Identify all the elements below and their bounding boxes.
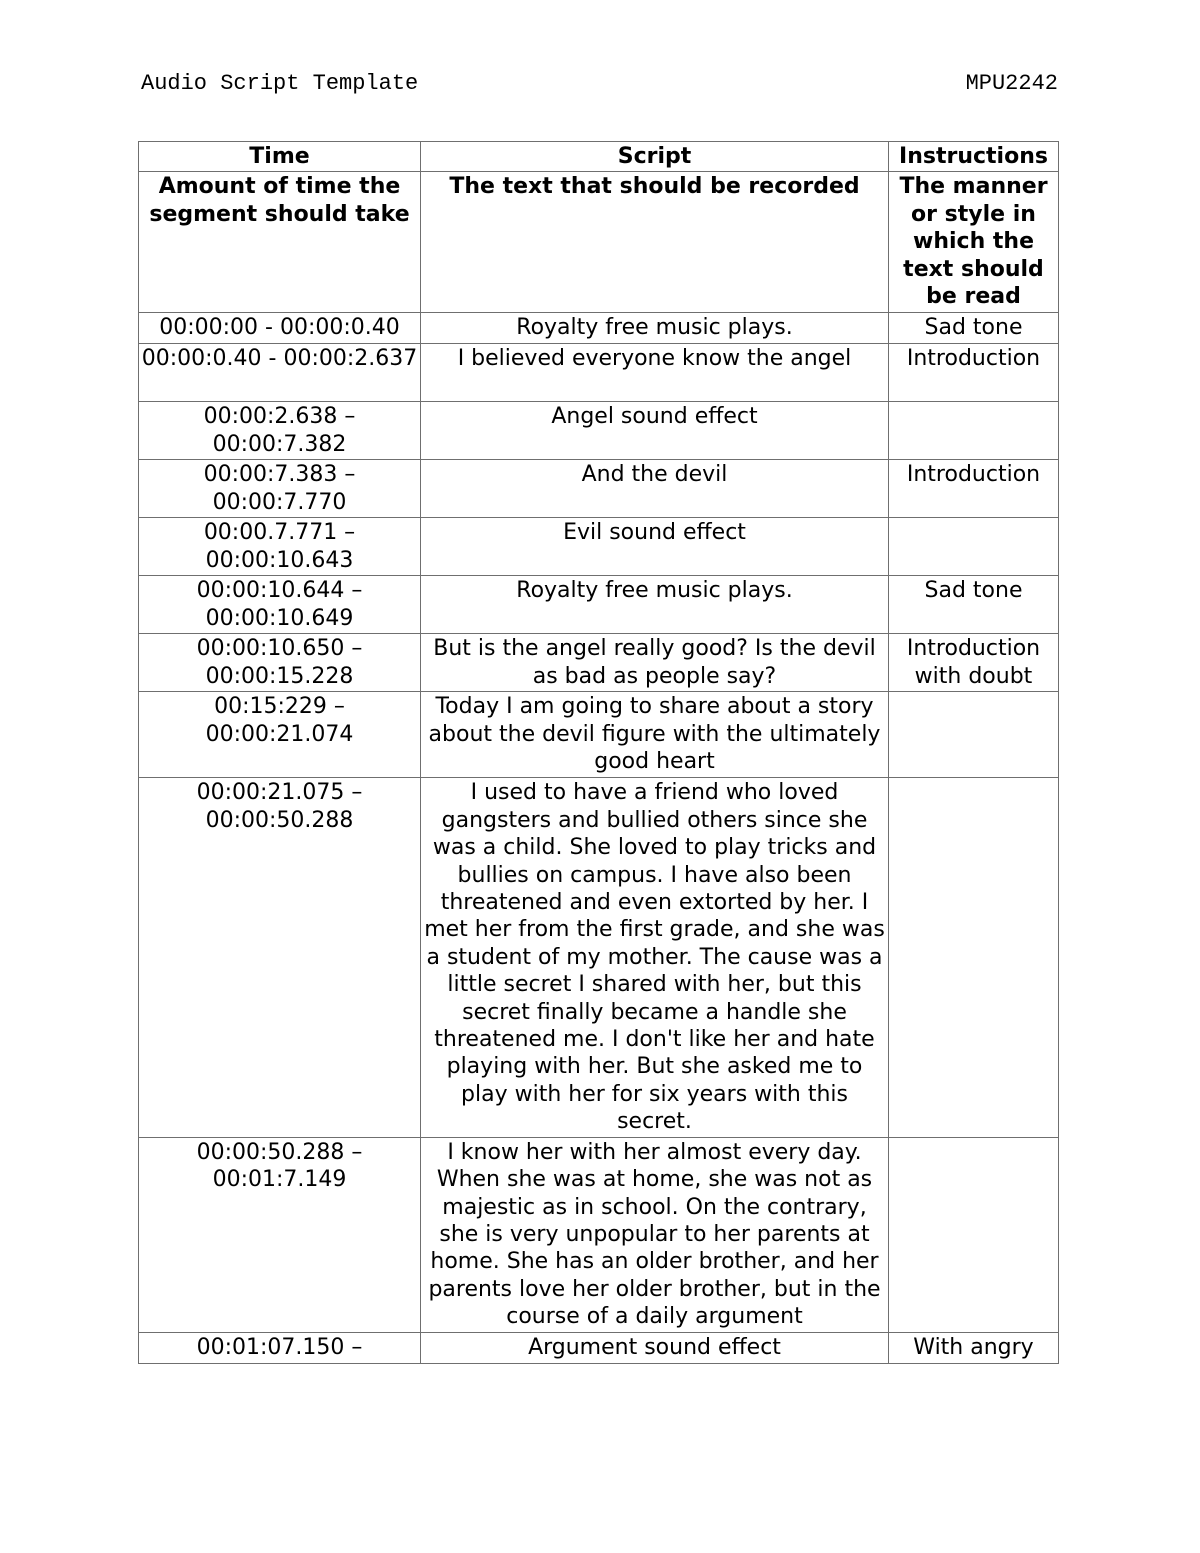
time-cell: 00:00:7.383 – 00:00:7.770 <box>139 460 421 518</box>
instructions-cell <box>889 778 1059 1137</box>
script-cell: Argument sound effect <box>421 1332 889 1363</box>
column-header-instructions: Instructions <box>889 142 1059 172</box>
column-header-script: Script <box>421 142 889 172</box>
table-row <box>139 313 1059 344</box>
instructions-cell: Introduction <box>889 344 1059 402</box>
table-row <box>139 402 1059 460</box>
time-cell: 00:15:229 – 00:00:21.074 <box>139 692 421 778</box>
instructions-cell: Introduction with doubt <box>889 634 1059 692</box>
instructions-cell: Introduction <box>889 460 1059 518</box>
table-row <box>139 460 1059 518</box>
table-row <box>139 518 1059 576</box>
script-cell: Royalty free music plays. <box>421 313 889 344</box>
course-code: MPU2242 <box>965 71 1058 96</box>
time-cell: 00:00.7.771 – 00:00:10.643 <box>139 518 421 576</box>
subheader-script: The text that should be recorded <box>421 172 889 313</box>
time-cell: 00:00:50.288 – 00:01:7.149 <box>139 1137 421 1332</box>
instructions-cell <box>889 402 1059 460</box>
table-row <box>139 576 1059 634</box>
instructions-cell <box>889 518 1059 576</box>
table-row <box>139 778 1059 1137</box>
time-cell: 00:00:21.075 – 00:00:50.288 <box>139 778 421 1137</box>
time-cell: 00:00:10.650 – 00:00:15.228 <box>139 634 421 692</box>
table-row <box>139 1332 1059 1363</box>
script-cell: But is the angel really good? Is the devil as bad as people say? <box>421 634 889 692</box>
instructions-cell <box>889 1137 1059 1332</box>
time-cell: 00:00:10.644 – 00:00:10.649 <box>139 576 421 634</box>
table-row <box>139 344 1059 402</box>
subheader-instructions: The manner or style in which the text should be read <box>889 172 1059 313</box>
time-cell: 00:01:07.150 – <box>139 1332 421 1363</box>
script-cell: Angel sound effect <box>421 402 889 460</box>
script-cell: I used to have a friend who loved gangsters and bullied others since she was a child. She loved to play tricks and bullies on campus. I have also been threatened and even extorted by her. I met her from the first grade, and she was a student of my mother. The cause was a little secret I shared with her, but this secret finally became a handle she threatened me. I don't like her and hate playing with her. But she asked me to play with her for six years with this secret. <box>421 778 889 1137</box>
time-cell: 00:00:2.638 – 00:00:7.382 <box>139 402 421 460</box>
table-subheader-row <box>139 172 1059 313</box>
table-row <box>139 634 1059 692</box>
document-title: Audio Script Template <box>141 71 419 96</box>
script-cell: Royalty free music plays. <box>421 576 889 634</box>
script-cell: And the devil <box>421 460 889 518</box>
instructions-cell: Sad tone <box>889 313 1059 344</box>
instructions-cell: With angry <box>889 1332 1059 1363</box>
time-cell: 00:00:0.40 - 00:00:2.637 <box>139 344 421 402</box>
instructions-cell: Sad tone <box>889 576 1059 634</box>
subheader-time: Amount of time the segment should take <box>139 172 421 313</box>
table-row <box>139 1137 1059 1332</box>
script-cell: I know her with her almost every day. When she was at home, she was not as majestic as in school. On the contrary, she is very unpopular to her parents at home. She has an older brother, and her parents love her older brother, but in the course of a daily argument <box>421 1137 889 1332</box>
page-header <box>141 70 1058 98</box>
table-header-row <box>139 142 1059 172</box>
instructions-cell <box>889 692 1059 778</box>
table-row <box>139 692 1059 778</box>
time-cell: 00:00:00 - 00:00:0.40 <box>139 313 421 344</box>
script-cell: Evil sound effect <box>421 518 889 576</box>
column-header-time: Time <box>139 142 421 172</box>
script-cell: Today I am going to share about a story about the devil figure with the ultimately good heart <box>421 692 889 778</box>
script-cell: I believed everyone know the angel <box>421 344 889 402</box>
audio-script-table <box>138 141 1059 1364</box>
